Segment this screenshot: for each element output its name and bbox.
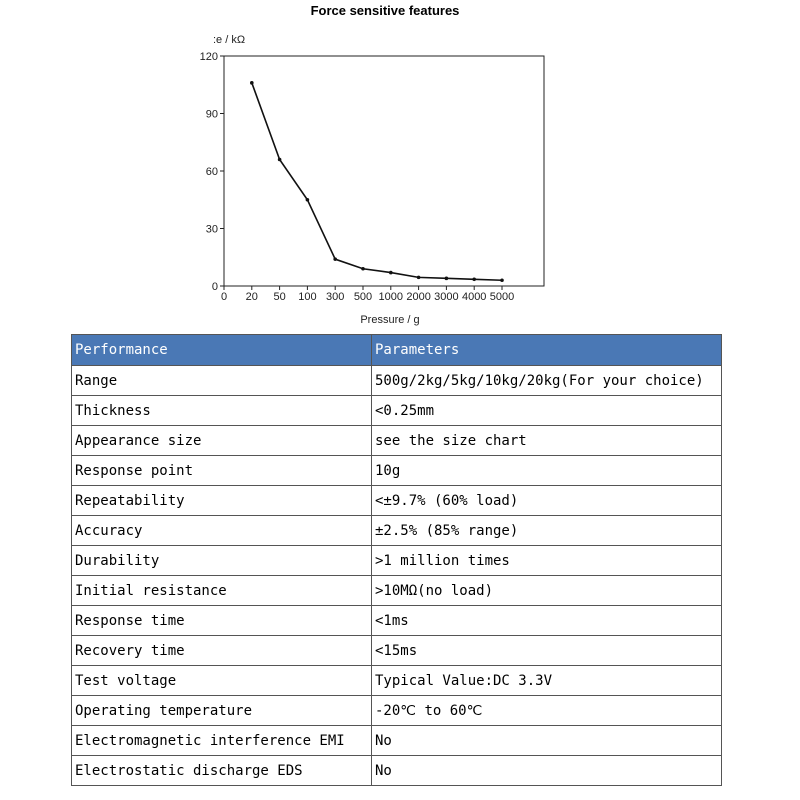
x-tick-label: 500 [353, 291, 373, 303]
table-header-row [72, 335, 722, 366]
data-point [500, 278, 504, 282]
header-performance: Performance [72, 335, 372, 366]
x-tick-label: 4000 [461, 291, 487, 303]
y-tick-label: 30 [205, 223, 218, 236]
x-tick-label: 2000 [406, 291, 431, 303]
x-tick-label: 0 [220, 291, 228, 303]
x-tick-label: 50 [273, 291, 286, 303]
parameter-cell: 10g [372, 456, 722, 486]
table-row [72, 366, 722, 396]
y-axis-label: :e / kΩ [213, 34, 246, 46]
x-tick-label: 1000 [378, 291, 404, 303]
performance-cell: Initial resistance [72, 576, 372, 606]
parameter-cell: No [372, 726, 722, 756]
table-row [72, 576, 722, 606]
parameter-cell: <0.25mm [372, 396, 722, 426]
parameter-cell: ±2.5% (85% range) [372, 516, 722, 546]
table-row [72, 456, 722, 486]
data-point [278, 158, 282, 162]
plot-frame [224, 56, 544, 286]
performance-cell: Recovery time [72, 636, 372, 666]
performance-cell: Test voltage [72, 666, 372, 696]
performance-cell: Response point [72, 456, 372, 486]
performance-cell: Electrostatic discharge EDS [72, 756, 372, 786]
parameter-cell: <±9.7% (60% load) [372, 486, 722, 516]
x-axis-label: Pressure / g [360, 314, 420, 326]
performance-cell: Accuracy [72, 516, 372, 546]
performance-cell: Appearance size [72, 426, 372, 456]
pressure-resistance-chart [0, 0, 800, 330]
header-parameters: Parameters [372, 335, 722, 366]
parameter-cell: -20℃ to 60℃ [372, 696, 722, 726]
spec-table [71, 334, 722, 786]
performance-cell: Repeatability [72, 486, 372, 516]
parameter-cell: 500g/2kg/5kg/10kg/20kg(For your choice) [372, 366, 722, 396]
y-tick-label: 60 [205, 166, 218, 178]
table-row [72, 546, 722, 576]
parameter-cell: >1 million times [372, 546, 722, 576]
table-row [72, 486, 722, 516]
table-row [72, 726, 722, 756]
x-tick-label: 20 [245, 291, 258, 303]
parameter-cell: Typical Value:DC 3.3V [372, 666, 722, 696]
performance-cell: Durability [72, 546, 372, 576]
chart-title: Force sensitive features [310, 3, 460, 18]
table-row [72, 396, 722, 426]
data-point [389, 271, 393, 275]
performance-cell: Response time [72, 606, 372, 636]
performance-cell: Range [72, 366, 372, 396]
data-point [472, 277, 476, 281]
table-row [72, 606, 722, 636]
performance-cell: Electromagnetic interference EMI [72, 726, 372, 756]
data-point [333, 257, 337, 261]
table-row [72, 516, 722, 546]
parameter-cell: >10MΩ(no load) [372, 576, 722, 606]
data-point [250, 81, 254, 85]
data-point [306, 198, 310, 202]
parameter-cell: <15ms [372, 636, 722, 666]
parameter-cell: see the size chart [372, 426, 722, 456]
parameter-cell: No [372, 756, 722, 786]
table-row [72, 666, 722, 696]
table-row [72, 756, 722, 786]
x-tick-label: 5000 [489, 291, 515, 303]
data-point [417, 276, 421, 280]
series-line [252, 83, 502, 280]
data-point [445, 277, 449, 281]
table-row [72, 696, 722, 726]
y-tick-label: 0 [211, 281, 218, 293]
x-tick-label: 100 [298, 291, 317, 303]
data-point [361, 267, 365, 271]
performance-cell: Operating temperature [72, 696, 372, 726]
y-tick-label: 120 [199, 51, 218, 63]
parameter-cell: <1ms [372, 606, 722, 636]
x-tick-label: 3000 [434, 291, 459, 303]
table-row [72, 636, 722, 666]
table-row [72, 426, 722, 456]
performance-cell: Thickness [72, 396, 372, 426]
y-tick-label: 90 [205, 108, 218, 121]
x-tick-label: 300 [326, 291, 345, 303]
